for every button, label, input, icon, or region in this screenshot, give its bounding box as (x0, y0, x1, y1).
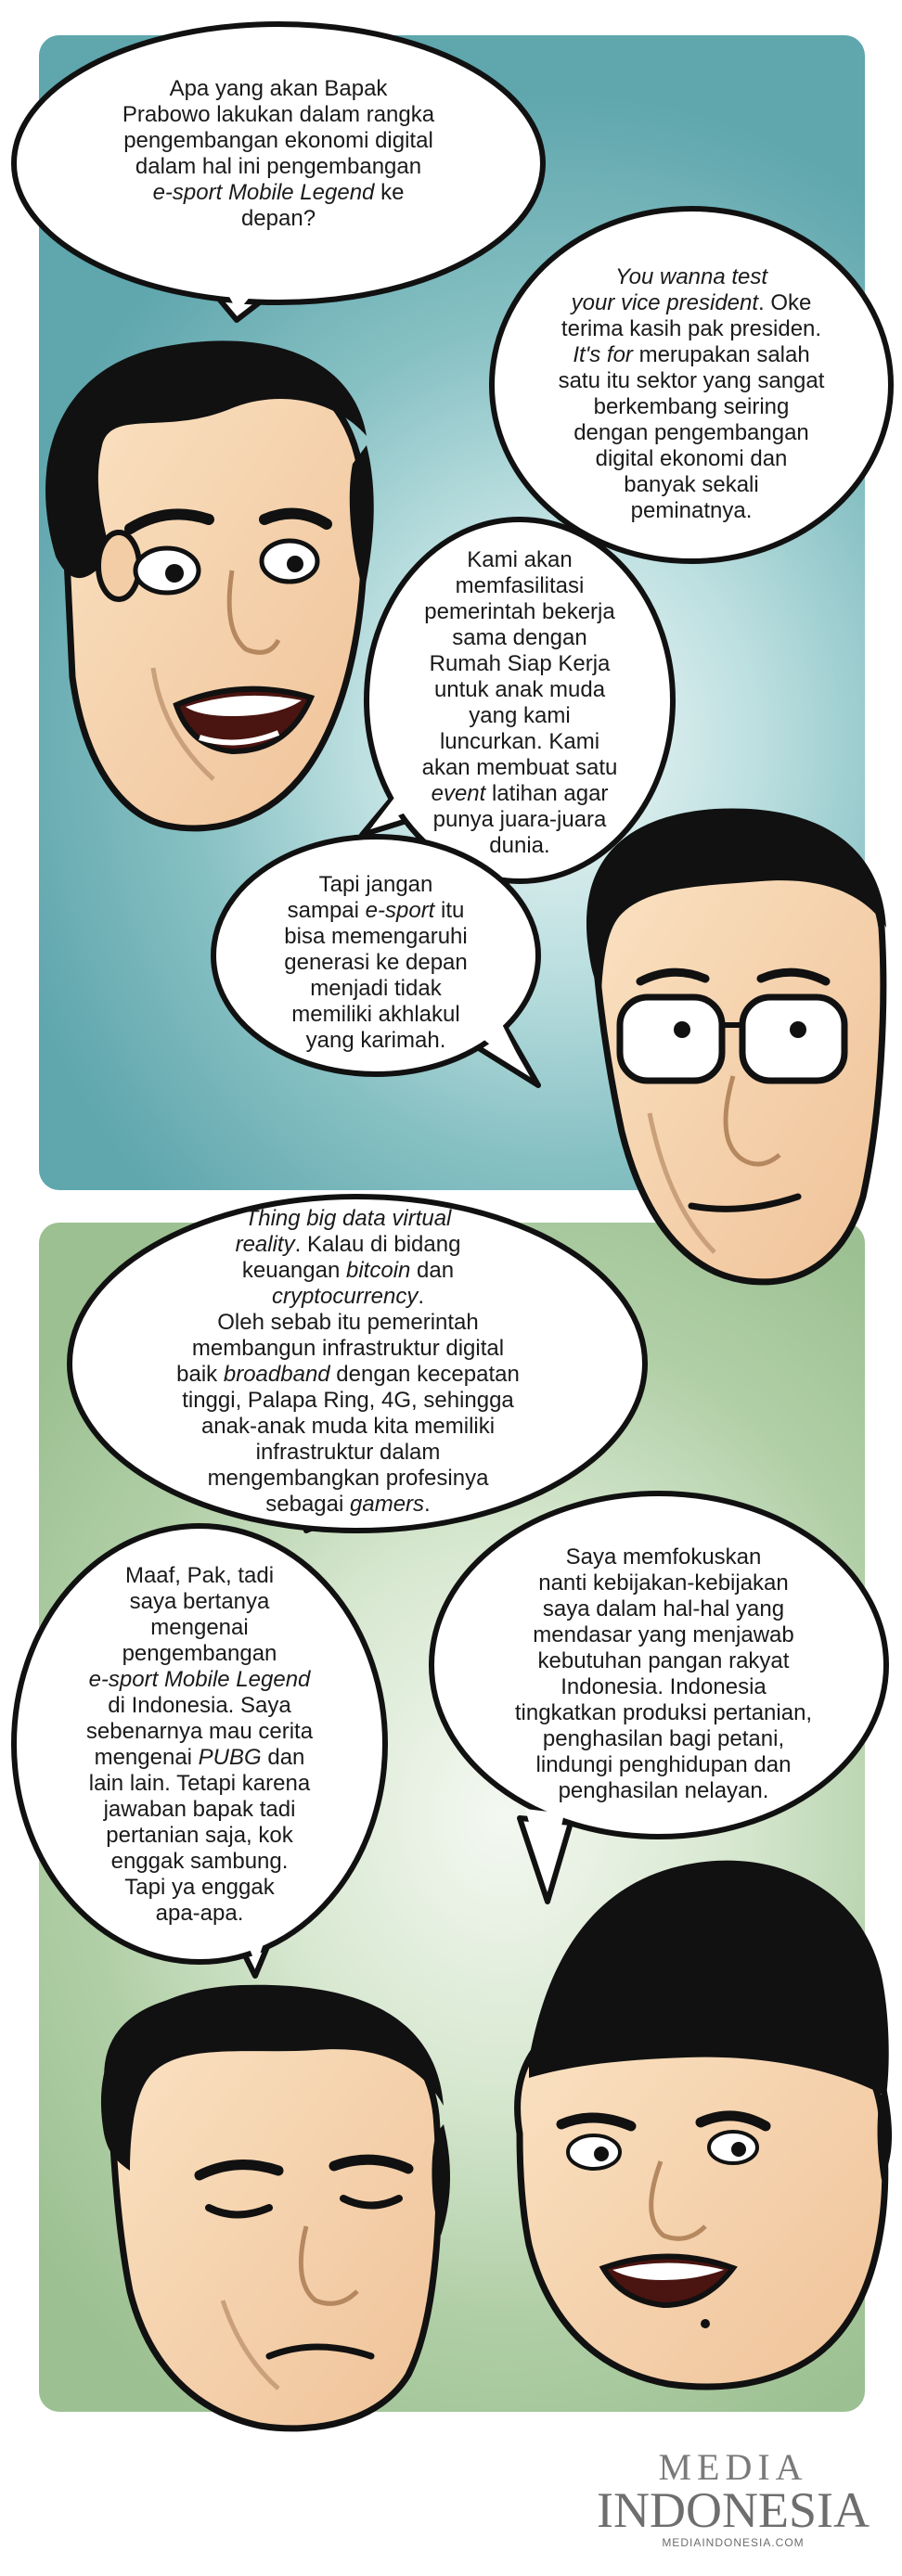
text-segment: penghasilan bagi petani, (542, 1726, 785, 1751)
text-segment: Kami akan (467, 547, 573, 572)
speech-line (469, 1700, 858, 1726)
text-segment: Tapi jangan (318, 872, 433, 897)
speech-line (469, 1544, 858, 1570)
text-segment: luncurkan. Kami (439, 729, 600, 754)
italic-segment: broadband (223, 1362, 330, 1387)
text-segment: memfasilitasi (455, 573, 585, 598)
speech-line (520, 316, 863, 342)
text-segment: akan membuat satu (421, 755, 618, 780)
text-segment: pengembangan ekonomi digital (123, 128, 433, 153)
text-segment: Maaf, Pak, tadi (124, 1563, 275, 1588)
text-segment: mengenai (150, 1615, 249, 1640)
speech-line (520, 472, 863, 498)
speech-line (399, 703, 640, 729)
text-segment: . Kalau di bidang (294, 1232, 461, 1257)
speech-line (51, 1745, 348, 1771)
text-segment: Saya memfokuskan (565, 1544, 762, 1570)
speech-line (84, 1258, 612, 1284)
speech-line (520, 342, 863, 368)
speech-line (520, 498, 863, 524)
speech-text-4 (251, 872, 501, 1054)
text-segment: kebutuhan pangan rakyat (537, 1648, 790, 1673)
speech-line (251, 976, 501, 1002)
text-segment: ke (374, 180, 405, 205)
speech-line (469, 1570, 858, 1596)
text-segment: saya dalam hal-hal yang (542, 1596, 785, 1621)
speech-line (469, 1648, 858, 1674)
speech-line (84, 1206, 612, 1232)
text-segment: . (424, 1492, 431, 1517)
text-segment: dengan pengembangan (573, 420, 809, 445)
speech-line (399, 729, 640, 755)
speech-line (520, 446, 863, 472)
character-jokowi-bottom (101, 1985, 450, 2429)
speech-line (84, 180, 473, 206)
text-segment: sebenarnya mau cerita (85, 1719, 314, 1744)
media-indonesia-logo (594, 2446, 872, 2549)
speech-line (399, 781, 640, 807)
speech-line (469, 1726, 858, 1752)
text-segment: baik (176, 1362, 224, 1387)
text-segment: Prabowo lakukan dalam rangka (122, 102, 435, 127)
text-segment: . Oke (758, 290, 812, 315)
speech-line (84, 1466, 612, 1492)
text-segment: anak-anak muda kita memiliki (200, 1414, 496, 1439)
text-segment: . (418, 1284, 425, 1309)
italic-segment: e-sport Mobile Legend (152, 180, 375, 205)
italic-segment: bitcoin (346, 1258, 411, 1283)
speech-line (51, 1901, 348, 1927)
text-segment: banyak sekali (624, 472, 759, 497)
text-segment: satu itu sektor yang sangat (558, 368, 825, 393)
text-segment: lain lain. Tetapi karena (88, 1771, 311, 1796)
text-segment: latihan agar (485, 781, 609, 806)
text-segment: untuk anak muda (433, 677, 606, 702)
speech-line (51, 1667, 348, 1693)
speech-line (84, 102, 473, 128)
text-segment: sampai (287, 898, 366, 923)
speech-line (520, 394, 863, 420)
speech-line (251, 924, 501, 950)
text-segment: penghasilan nelayan. (558, 1778, 769, 1803)
speech-line (469, 1674, 858, 1700)
speech-line (399, 651, 640, 677)
speech-text-7 (469, 1544, 858, 1804)
text-segment: mengembangkan profesinya (207, 1466, 489, 1491)
speech-line (51, 1615, 348, 1641)
speech-line (84, 128, 473, 154)
speech-line (51, 1641, 348, 1667)
speech-line (51, 1875, 348, 1901)
speech-line (51, 1849, 348, 1875)
speech-line (51, 1823, 348, 1849)
italic-segment: e-sport Mobile Legend (88, 1667, 311, 1692)
speech-line (399, 573, 640, 599)
text-segment: Apa yang akan Bapak (169, 76, 388, 101)
speech-line (84, 1388, 612, 1414)
speech-line (469, 1778, 858, 1804)
speech-line (84, 1284, 612, 1310)
text-segment: tinggi, Palapa Ring, 4G, sehingga (182, 1388, 514, 1413)
speech-line (251, 898, 501, 924)
speech-line (520, 420, 863, 446)
text-segment: jawaban bapak tadi (103, 1797, 296, 1822)
italic-segment: event (431, 781, 486, 806)
italic-segment: Thing big data virtual (244, 1206, 452, 1231)
text-segment: sama dengan (452, 625, 587, 650)
speech-text-6 (51, 1563, 348, 1927)
text-segment: mendasar yang menjawab (533, 1622, 794, 1647)
speech-line (469, 1622, 858, 1648)
text-segment: nanti kebijakan-kebijakan (538, 1570, 789, 1596)
speech-line (51, 1693, 348, 1719)
character-prabowo-bottom (518, 1861, 892, 2387)
text-segment: peminatnya. (630, 498, 753, 523)
italic-segment: cryptocurrency (271, 1284, 419, 1309)
speech-line (251, 1028, 501, 1054)
text-segment: memiliki akhlakul (291, 1002, 460, 1027)
logo-line-2: INDONESIA (597, 2482, 870, 2538)
text-segment: yang karimah. (305, 1028, 446, 1053)
italic-segment: PUBG (198, 1745, 262, 1770)
speech-line (84, 1362, 612, 1388)
text-segment: itu (434, 898, 465, 923)
speech-line (399, 833, 640, 859)
text-segment: yang kami (469, 703, 571, 728)
italic-segment: your vice president (571, 290, 759, 315)
speech-line (399, 547, 640, 573)
speech-line (520, 368, 863, 394)
text-segment: dengan kecepatan (329, 1362, 520, 1387)
speech-line (84, 1336, 612, 1362)
text-segment: dan (261, 1745, 305, 1770)
speech-line (520, 290, 863, 316)
text-segment: lindungi penghidupan dan (535, 1752, 792, 1777)
speech-line (51, 1589, 348, 1615)
speech-line (399, 677, 640, 703)
text-segment: dan (410, 1258, 455, 1283)
text-segment: enggak sambung. (110, 1849, 289, 1874)
speech-text-3 (399, 547, 640, 859)
text-segment: sebagai (265, 1492, 351, 1517)
speech-line (469, 1596, 858, 1622)
speech-line (84, 1310, 612, 1336)
character-maruf-top (586, 808, 886, 1281)
italic-segment: It's for (573, 342, 633, 367)
character-jokowi-top (45, 340, 374, 828)
text-segment: merupakan salah (632, 342, 810, 367)
speech-line (84, 206, 473, 232)
text-segment: pemerintah bekerja (424, 599, 615, 624)
speech-text-2 (520, 264, 863, 524)
text-segment: pengembangan (122, 1641, 277, 1666)
speech-line (84, 1232, 612, 1258)
text-segment: pertanian saja, kok (106, 1823, 293, 1848)
speech-line (251, 1002, 501, 1028)
speech-line (84, 1414, 612, 1440)
speech-line (251, 872, 501, 898)
logo-line-1: MEDIA (658, 2446, 808, 2488)
text-segment: dunia. (489, 833, 550, 858)
text-segment: Tapi ya enggak (124, 1875, 275, 1900)
text-segment: menjadi tidak (310, 976, 442, 1001)
text-segment: apa-apa. (155, 1901, 244, 1926)
text-segment: tingkatkan produksi pertanian, (514, 1700, 813, 1725)
speech-line (84, 1440, 612, 1466)
text-segment: terima kasih pak presiden. (561, 316, 822, 341)
speech-line (51, 1771, 348, 1797)
text-segment: depan? (240, 206, 316, 231)
text-segment: keuangan (241, 1258, 346, 1283)
italic-segment: reality (235, 1232, 295, 1257)
text-segment: punya juara-juara (432, 807, 607, 832)
text-segment: saya bertanya (129, 1589, 270, 1614)
speech-line (469, 1752, 858, 1778)
text-segment: infrastruktur dalam (255, 1440, 441, 1465)
logo-url: MEDIAINDONESIA.COM (662, 2536, 805, 2549)
speech-line (84, 154, 473, 180)
speech-line (84, 76, 473, 102)
speech-line (520, 264, 863, 290)
speech-line (84, 1492, 612, 1518)
italic-segment: e-sport (365, 898, 435, 923)
text-segment: berkembang seiring (593, 394, 790, 419)
speech-text-1 (84, 76, 473, 232)
text-segment: mengenai (94, 1745, 199, 1770)
text-segment: Rumah Siap Kerja (429, 651, 611, 676)
text-segment: Oleh sebab itu pemerintah (217, 1310, 479, 1335)
speech-line (251, 950, 501, 976)
text-segment: digital ekonomi dan (595, 446, 788, 471)
text-segment: membangun infrastruktur digital (191, 1336, 505, 1361)
text-segment: di Indonesia. Saya (108, 1693, 291, 1718)
text-segment: Indonesia. Indonesia (561, 1674, 767, 1699)
text-segment: generasi ke depan (284, 950, 468, 975)
text-segment: bisa memengaruhi (284, 924, 468, 949)
italic-segment: You wanna test (614, 264, 768, 289)
speech-line (399, 625, 640, 651)
speech-line (399, 599, 640, 625)
text-segment: dalam hal ini pengembangan (135, 154, 422, 179)
italic-segment: gamers (350, 1492, 425, 1517)
speech-text-5 (84, 1206, 612, 1518)
speech-line (51, 1797, 348, 1823)
speech-line (399, 755, 640, 781)
speech-line (399, 807, 640, 833)
speech-line (51, 1719, 348, 1745)
speech-line (51, 1563, 348, 1589)
